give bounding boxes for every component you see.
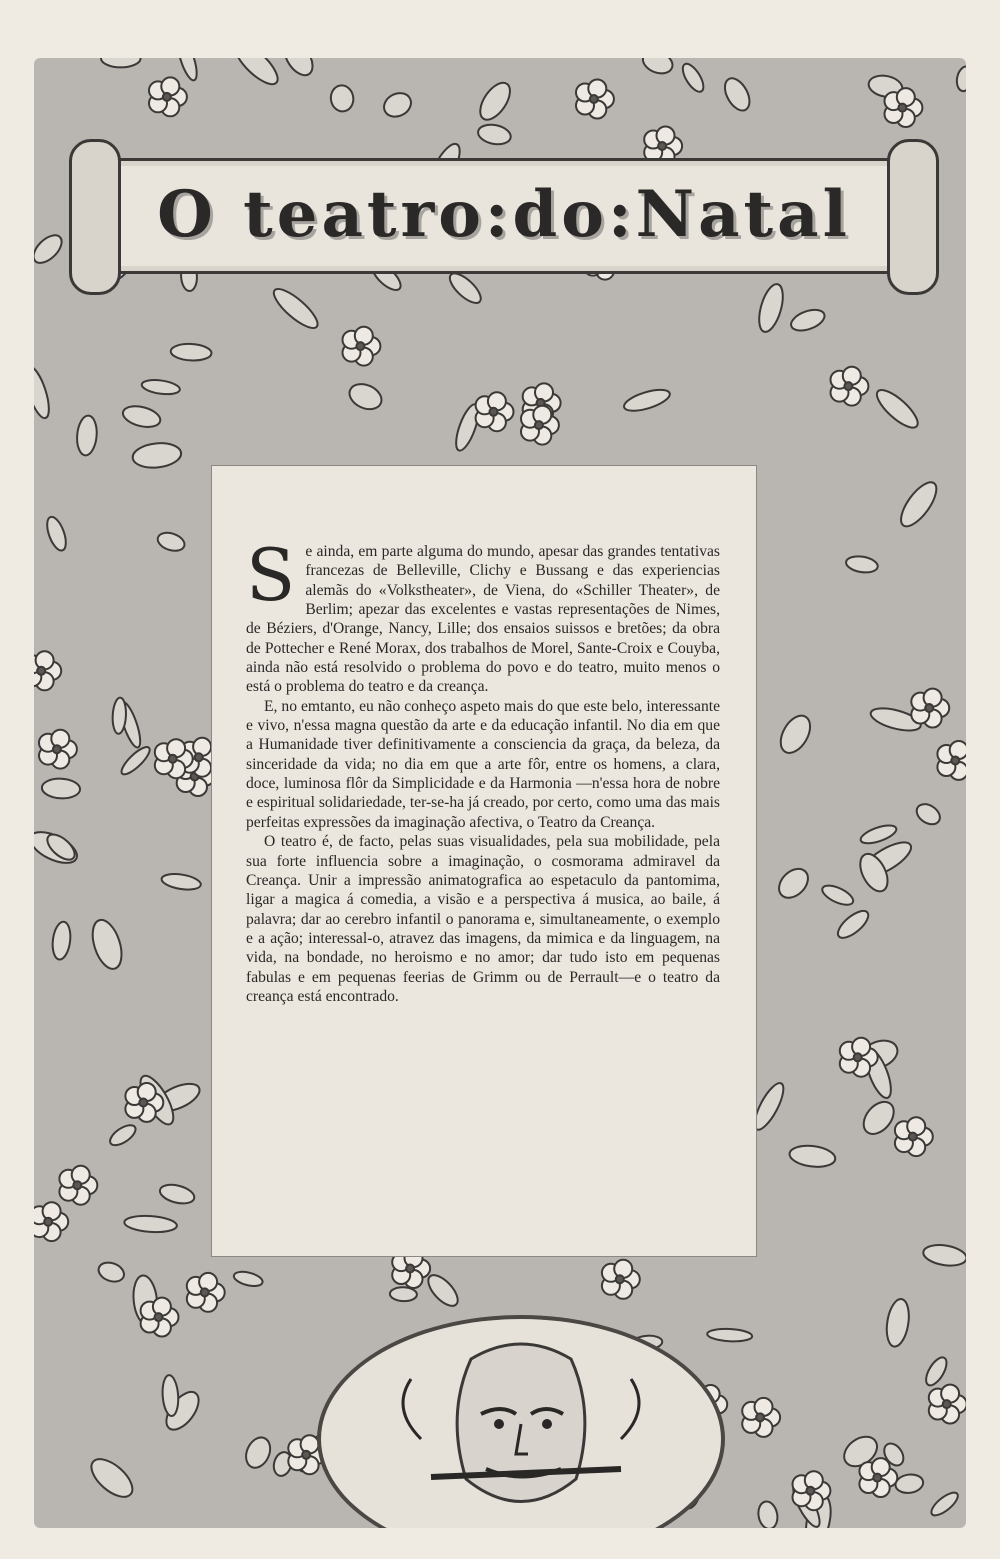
- leaf-ornament: [346, 379, 386, 414]
- flower-ornament: [602, 1260, 640, 1299]
- paragraph-1-text: e ainda, em parte alguma do mundo, apesar das grandes tentativas francezas de Belleville, Clichy e Bussang e das experiencias alemãs do «Volkstheater», de Viena, do «Schiller Theater», de Berlim; apezar das excelentes e vastas representações de Nimes, de Béziers, d'Orange, Nancy, Lille; dos ensaios suissos e bretões; da obra de Pottecher e René Morax, dos trabalhos de Morel, Sante-Croix e Couyba, ainda não está resolvido o problema do povo e do teatro, muito menos o está o problema do teatro e da creança.: [246, 543, 720, 696]
- leaf-ornament: [884, 1297, 912, 1348]
- leaf-ornament: [107, 1121, 139, 1149]
- flower-ornament: [831, 367, 869, 406]
- leaf-ornament: [755, 282, 788, 335]
- leaf-ornament: [51, 921, 73, 961]
- leaf-ornament: [445, 269, 485, 308]
- leaf-ornament: [834, 906, 873, 942]
- article-text-panel: [211, 465, 757, 1257]
- leaf-ornament: [101, 58, 141, 67]
- leaf-ornament: [720, 74, 755, 114]
- leaf-ornament: [161, 872, 202, 892]
- leaf-ornament: [622, 386, 672, 415]
- leaf-ornament: [232, 1269, 264, 1288]
- flower-ornament: [187, 1273, 225, 1312]
- leaf-ornament: [380, 89, 415, 121]
- leaf-ornament: [242, 1434, 275, 1472]
- title-scroll-banner: [96, 158, 912, 274]
- leaf-ornament: [859, 822, 899, 847]
- leaf-ornament: [474, 78, 516, 125]
- leaf-ornament: [872, 384, 923, 433]
- flower-ornament: [885, 88, 923, 127]
- leaf-ornament: [43, 515, 69, 553]
- flower-ornament: [34, 651, 61, 690]
- leaf-ornament: [756, 1500, 780, 1528]
- leaf-ornament: [158, 1182, 196, 1207]
- leaf-ornament: [279, 58, 319, 80]
- flower-ornament: [895, 1117, 933, 1156]
- page-title: O teatro:do:Natal: [157, 177, 851, 252]
- leaf-ornament: [269, 283, 323, 333]
- drop-cap: S: [246, 533, 296, 617]
- leaf-ornament: [96, 1259, 127, 1285]
- leaf-ornament: [423, 1270, 462, 1310]
- leaf-ornament: [131, 441, 182, 470]
- leaf-ornament: [141, 378, 181, 396]
- flower-ornament: [149, 77, 187, 116]
- leaf-ornament: [390, 1287, 417, 1302]
- flower-ornament: [34, 1202, 68, 1241]
- paragraph-3: O teatro é, de facto, pelas suas visualidades, pela sua mobilidade, pela sua forte influencia sobre a imaginação, o cosmorama admiravel da Creança. Unir a impressão animatografica ao espetaculo da pantomima, ligar a magica á comedia, a visão e a perspectiva á musica, ao baile, á palavra; dar ao cerebro infantil o panorama e, simultaneamente, o exemplo e a ação; interessal-o, atravez das imagens, da mimica e da linguagem, na vida, na bondade, no heroismo e no amor; dar tudo isto em pequenas fabulas e em pequenas feerias de Grimm ou de Perrault—e o teatro da creança está encontrado.: [246, 833, 720, 1005]
- leaf-ornament: [679, 61, 708, 95]
- leaf-ornament: [476, 122, 512, 147]
- face-illustration: [321, 1319, 721, 1528]
- leaf-ornament: [329, 84, 355, 113]
- leaf-ornament: [85, 1452, 139, 1503]
- flower-ornament: [742, 1398, 780, 1437]
- leaf-ornament: [895, 477, 943, 532]
- flower-ornament: [476, 392, 514, 431]
- flower-ornament: [929, 1385, 966, 1424]
- leaf-ornament: [118, 743, 153, 778]
- leaf-ornament: [773, 863, 813, 903]
- leaf-ornament: [640, 58, 676, 77]
- leaf-ornament: [121, 403, 163, 431]
- leaf-ornament: [170, 343, 212, 362]
- leaf-ornament: [922, 1354, 951, 1388]
- leaf-ornament: [174, 58, 200, 82]
- leaf-ornament: [155, 530, 186, 554]
- leaf-ornament: [229, 58, 283, 90]
- leaf-ornament: [34, 364, 54, 421]
- portrait-medallion: [317, 1315, 725, 1528]
- leaf-ornament: [820, 882, 856, 909]
- leaf-ornament: [955, 65, 966, 92]
- leaf-ornament: [922, 1242, 966, 1268]
- leaf-ornament: [788, 1143, 836, 1169]
- leaf-ornament: [41, 778, 80, 800]
- leaf-ornament: [775, 711, 816, 758]
- flower-ornament: [59, 1166, 97, 1205]
- flower-ornament: [937, 741, 966, 780]
- flower-ornament: [39, 730, 77, 769]
- flower-ornament: [343, 327, 381, 366]
- flower-ornament: [911, 689, 949, 728]
- paragraph-2: E, no emtanto, eu não conheço aspeto mais do que este belo, interessante e vivo, n'essa magna questão da arte e da educação infantil. No dia em que a Humanidade tiver definitivamente a consciencia da graça, da beleza, da sinceridade da vida; no dia em que a arte fôr, entre os homens, a clara, doce, luminosa flôr da Simplicidade e da Harmonia —n'essa hora de nobre e espiritual solidariedade, ter-se-ha já creado, por certo, como uma das mais perfeitas expressões da imaginação afectiva, o Teatro da Creança.: [246, 697, 720, 831]
- leaf-ornament: [124, 1214, 178, 1233]
- leaf-ornament: [788, 306, 827, 335]
- leaf-ornament: [161, 1375, 179, 1417]
- leaf-ornament: [76, 415, 99, 456]
- leaf-ornament: [87, 916, 127, 972]
- flower-ornament: [576, 80, 614, 119]
- leaf-ornament: [928, 1489, 961, 1519]
- leaf-ornament: [34, 230, 67, 268]
- paragraph-1: [246, 533, 720, 697]
- leaf-ornament: [894, 1473, 924, 1495]
- leaf-ornament: [845, 554, 879, 574]
- leaf-ornament: [858, 1096, 900, 1140]
- article-body: [246, 533, 720, 1006]
- leaf-ornament: [913, 800, 944, 828]
- flower-ornament: [141, 1298, 179, 1337]
